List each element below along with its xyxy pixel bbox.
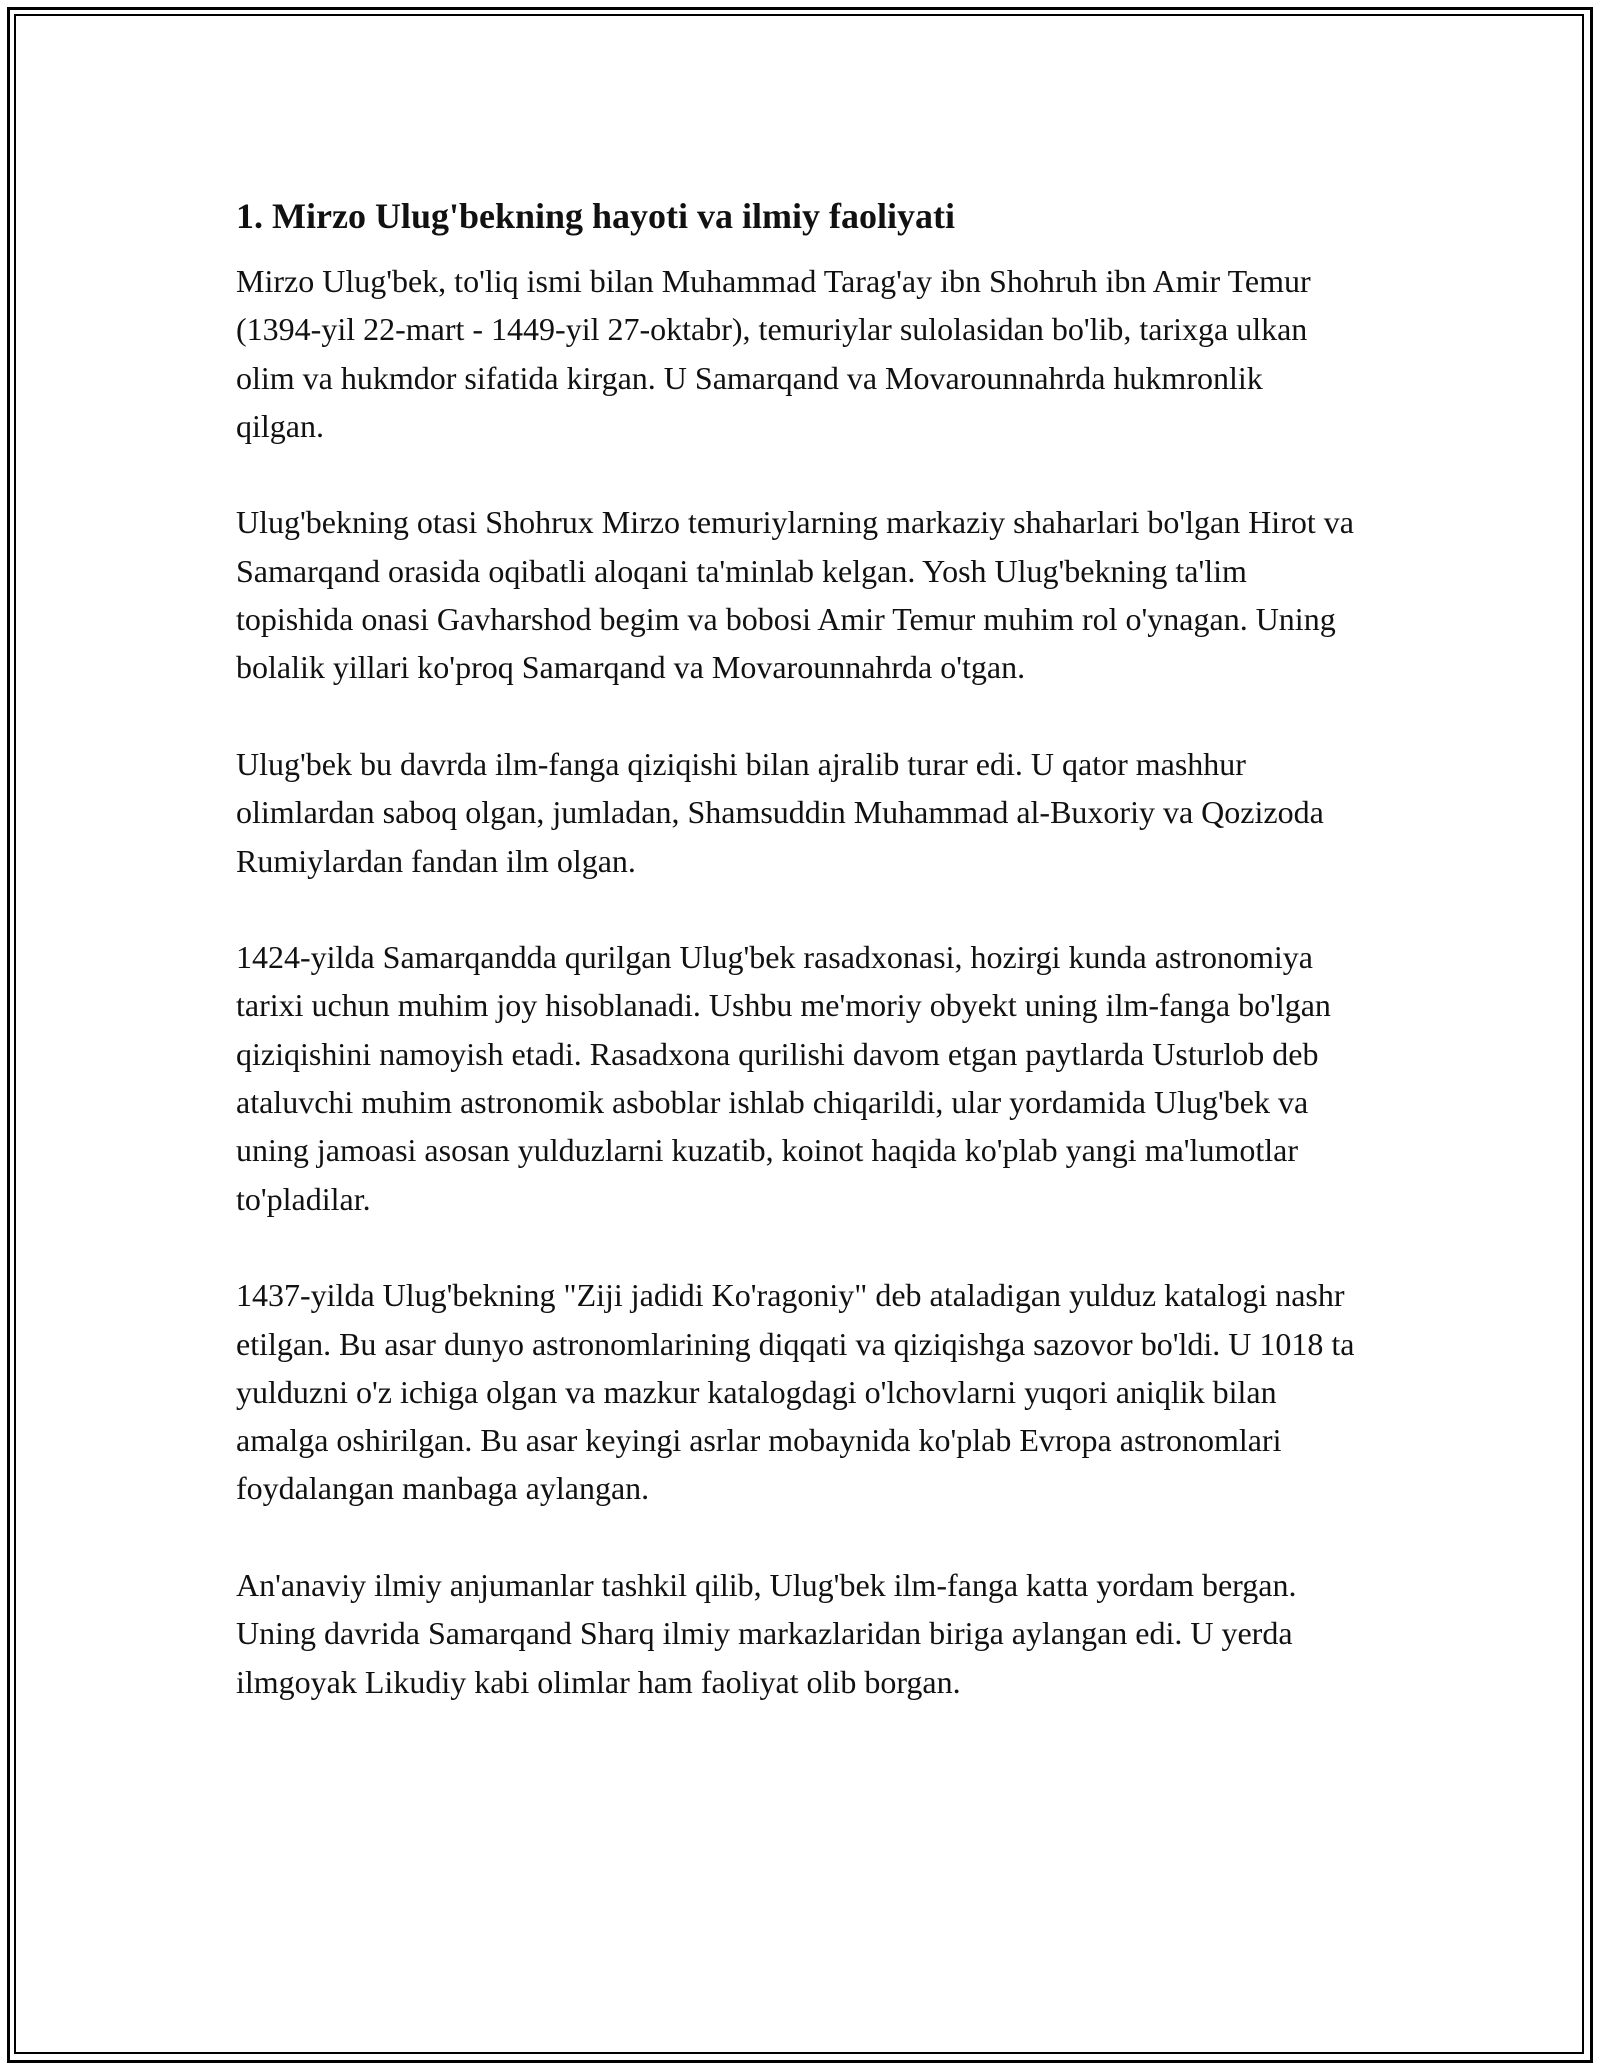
paragraph-star-catalog: 1437-yilda Ulug'bekning "Ziji jadidi Ko'ragoniy" deb ataladigan yulduz katalogi nashr etilgan. Bu asar dunyo astronomlarining diqqati va qiziqishga sazovor bo'ldi. U 1018 ta yulduzni o'z ichiga olgan va mazkur katalogdagi o'lchovlarni yuqori aniqlik bilan amalga oshirilgan. Bu asar keyingi asrlar mobaynida ko'plab Evropa astronomlari foydalangan manbaga aylangan. <box>236 1277 1355 1507</box>
paragraph-family: Ulug'bekning otasi Shohrux Mirzo temuriylarning markaziy shaharlari bo'lgan Hirot va Samarqand orasida oqibatli aloqani ta'minlab kelgan. Yosh Ulug'bekning ta'lim topishida onasi Gavharshod begim va bobosi Amir Temur muhim rol o'ynagan. Uning bolalik yillari ko'proq Samarqand va Movarounnahrda o'tgan. <box>236 504 1354 686</box>
document-body <box>236 190 1356 1706</box>
paragraph-scientific-gatherings: An'anaviy ilmiy anjumanlar tashkil qilib, Ulug'bek ilm-fanga katta yordam bergan. Uning davrida Samarqand Sharq ilmiy markazlaridan biriga aylangan edi. U yerda ilmgoyak Likudiy kabi olimlar ham faoliyat olib borgan. <box>236 1567 1297 1700</box>
paragraph-education: Ulug'bek bu davrda ilm-fanga qiziqishi bilan ajralib turar edi. U qator mashhur olimlardan saboq olgan, jumladan, Shamsuddin Muhammad al-Buxoriy va Qozizoda Rumiylardan fandan ilm olgan. <box>236 745 1324 879</box>
section-heading: 1. Mirzo Ulug'bekning hayoti va ilmiy faoliyati <box>236 196 956 236</box>
paragraph-biography: Mirzo Ulug'bek, to'liq ismi bilan Muhammad Tarag'ay ibn Shohruh ibn Amir Temur (1394-yil 22-mart - 1449-yil 27-oktabr), temuriylar sulolasidan bo'lib, tarixga ulkan olim va hukmdor sifatida kirgan. U Samarqand va Movarounnahrda hukmronlik qilgan. <box>236 263 1311 444</box>
paragraph-observatory: 1424-yilda Samarqandda qurilgan Ulug'bek rasadxonasi, hozirgi kunda astronomiya tarixi uchun muhim joy hisoblanadi. Ushbu me'moriy obyekt uning ilm-fanga bo'lgan qiziqishini namoyish etadi. Rasadxona qurilishi davom etgan paytlarda Usturlob deb ataluvchi muhim astronomik asboblar ishlab chiqarildi, ular yordamida Ulug'bek va uning jamoasi asosan yulduzlarni kuzatib, koinot haqida ko'plab yangi ma'lumotlar to'pladilar. <box>236 939 1331 1217</box>
